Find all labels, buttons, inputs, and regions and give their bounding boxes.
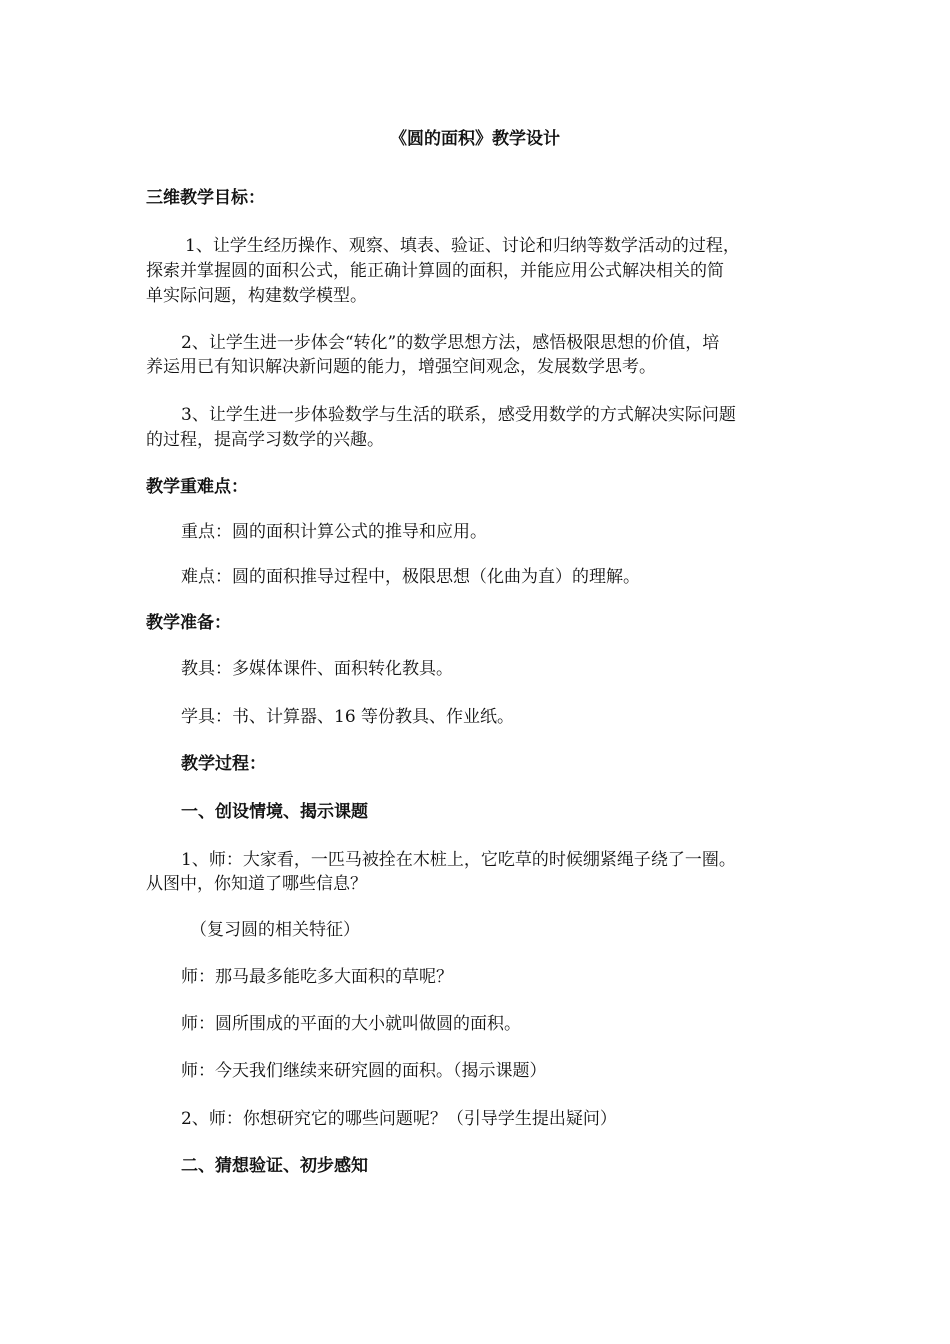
section2-heading: 二、猜想验证、初步感知 xyxy=(181,1156,368,1176)
section1-question3: 师：今天我们继续来研究圆的面积。（揭示课题） xyxy=(181,1061,547,1081)
key-points-heading: 教学重难点： xyxy=(146,477,248,497)
goal2-line1: 2、让学生进一步体会“转化”的数学思想方法，感悟极限思想的价值，培 xyxy=(181,333,720,353)
student-tools: 学具：书、计算器、16 等份教具、作业纸。 xyxy=(181,707,515,727)
goal1-line3: 单实际问题，构建数学模型。 xyxy=(146,286,367,306)
goals-heading: 三维教学目标： xyxy=(146,188,265,208)
section1-heading: 一、创设情境、揭示课题 xyxy=(181,802,368,822)
key-point: 重点：圆的面积计算公式的推导和应用。 xyxy=(181,522,487,542)
section1-item1-line2: 从图中，你知道了哪些信息？ xyxy=(146,874,367,894)
goal3-line1: 3、让学生进一步体验数学与生活的联系，感受用数学的方式解决实际问题 xyxy=(181,405,736,425)
section1-review: （复习圆的相关特征） xyxy=(190,920,360,940)
goal2-line2: 养运用已有知识解决新问题的能力，增强空间观念，发展数学思考。 xyxy=(146,357,656,377)
section1-question1: 师：那马最多能吃多大面积的草呢？ xyxy=(181,967,453,987)
teacher-tools: 教具：多媒体课件、面积转化教具。 xyxy=(181,659,453,679)
process-heading: 教学过程： xyxy=(181,754,266,774)
section1-question2: 师：圆所围成的平面的大小就叫做圆的面积。 xyxy=(181,1014,521,1034)
difficult-point: 难点：圆的面积推导过程中，极限思想（化曲为直）的理解。 xyxy=(181,567,640,587)
goal1-line2: 探索并掌握圆的面积公式，能正确计算圆的面积，并能应用公式解决相关的简 xyxy=(146,261,724,281)
document-title: 《圆的面积》教学设计 xyxy=(390,129,560,149)
section1-item1-line1: 1、师：大家看，一匹马被拴在木桩上，它吃草的时候绷紧绳子绕了一圈。 xyxy=(181,850,736,870)
prep-heading: 教学准备： xyxy=(146,613,231,633)
goal1-line1: 1、让学生经历操作、观察、填表、验证、讨论和归纳等数学活动的过程， xyxy=(185,236,740,256)
section1-item2: 2、师：你想研究它的哪些问题呢？（引导学生提出疑问） xyxy=(181,1109,617,1129)
goal3-line2: 的过程，提高学习数学的兴趣。 xyxy=(146,430,384,450)
